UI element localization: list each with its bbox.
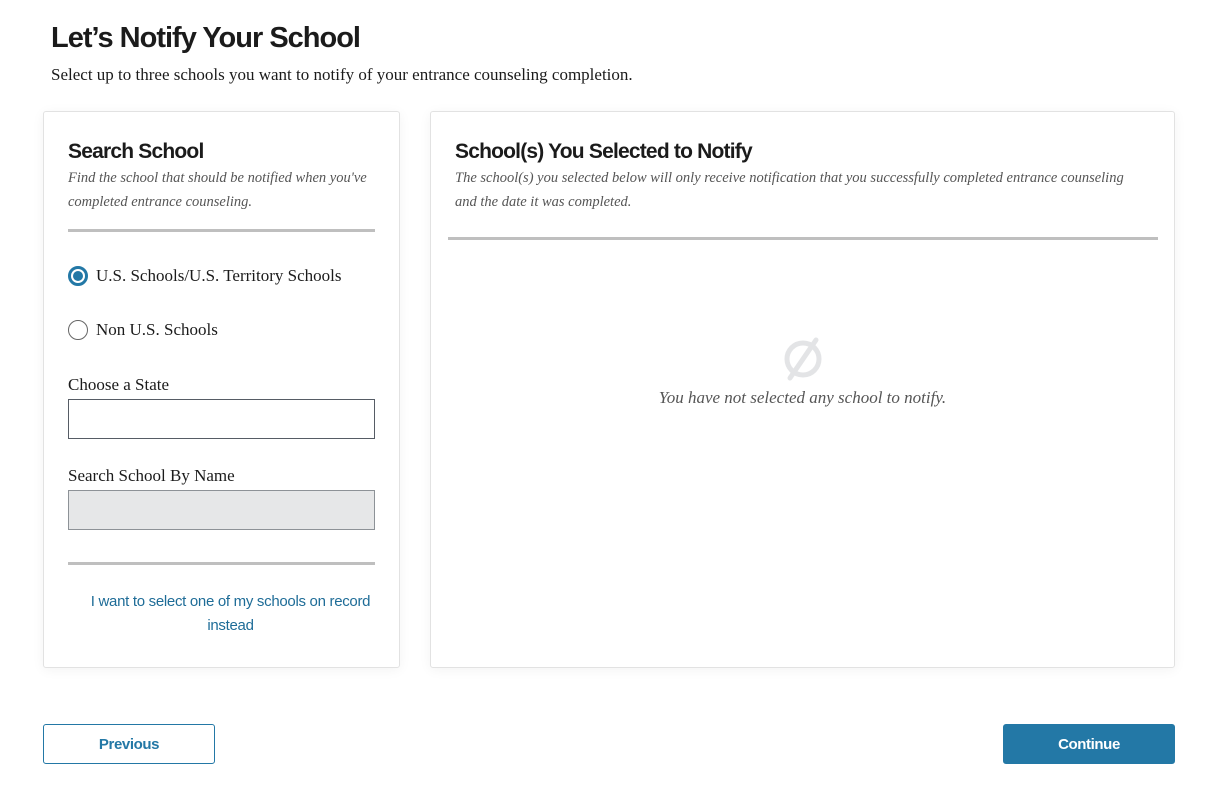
divider [68,229,375,232]
page-subtitle: Select up to three schools you want to notify of your entrance counseling completion. [51,65,633,84]
selected-schools-instructions: The school(s) you selected below will only receive notification that you successfully completed entrance counseling and the date it was completed. [455,170,1124,210]
previous-button[interactable]: Previous [43,724,215,764]
empty-set-icon [431,334,1174,389]
radio-non-us-schools[interactable] [68,320,218,340]
page-title: Let’s Notify Your School [51,22,360,54]
selected-schools-title: School(s) You Selected to Notify [455,140,752,163]
radio-checked-icon [68,266,88,286]
school-name-input[interactable] [68,490,375,530]
divider [68,562,375,565]
schools-on-record-link[interactable]: I want to select one of my schools on record instead [90,593,371,634]
divider [448,237,1158,240]
continue-button[interactable]: Continue [1003,724,1175,764]
radio-unchecked-icon [68,320,88,340]
selected-schools-card [430,111,1175,668]
radio-us-schools[interactable] [68,266,341,286]
search-school-card [43,111,400,668]
state-input[interactable] [68,399,375,439]
radio-label: Non U.S. Schools [96,320,218,339]
search-school-title: Search School [68,140,204,163]
search-school-instructions: Find the school that should be notified when you've completed entrance counseling. [68,170,367,210]
state-label: Choose a State [68,375,170,394]
empty-message: You have not selected any school to notify. [658,388,947,407]
school-name-label: Search School By Name [68,466,235,485]
radio-label: U.S. Schools/U.S. Territory Schools [96,266,342,285]
